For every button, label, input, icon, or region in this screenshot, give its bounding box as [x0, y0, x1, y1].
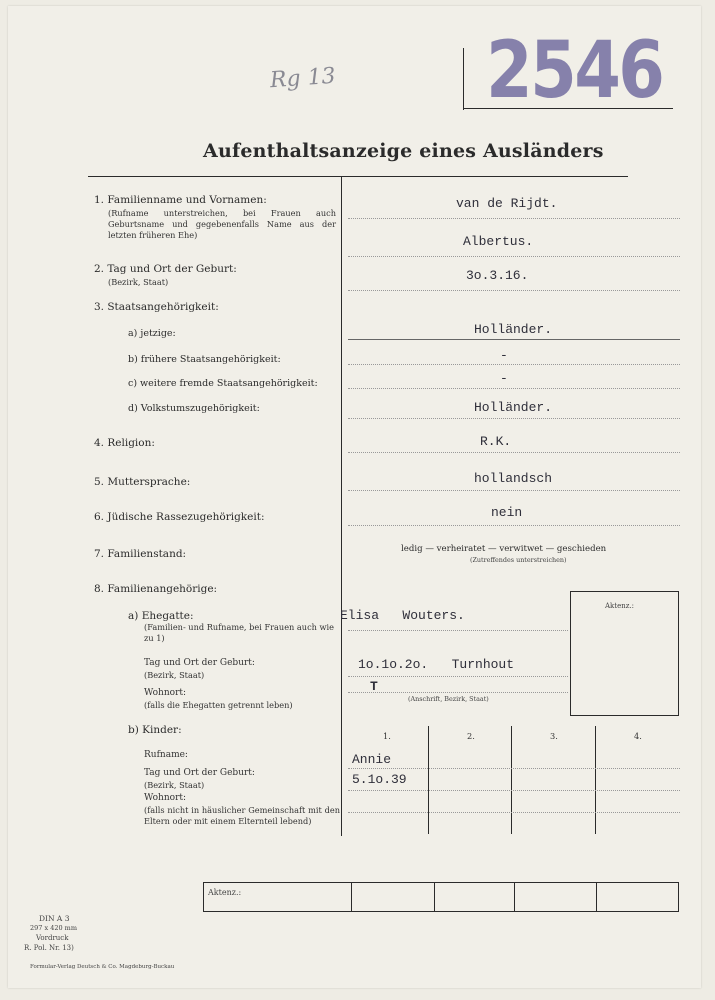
birth-value: 3o.3.16.	[466, 268, 529, 283]
citizenship-ethnic-line	[348, 418, 680, 419]
publisher-imprint: Formular-Verlag Deutsch & Co. Magdeburg-Buckau	[30, 964, 175, 970]
citizenship-ethnic-label: d) Volkstumszugehörigkeit:	[128, 403, 260, 414]
family-label: 8. Familienangehörige:	[94, 583, 218, 595]
child-name-line	[348, 768, 680, 769]
citizenship-label: 3. Staatsangehörigkeit:	[94, 301, 219, 313]
jewish-value: nein	[491, 505, 523, 520]
mother-tongue-value: hollandsch	[474, 471, 553, 486]
name-label: 1. Familienname und Vornamen:	[94, 194, 267, 206]
child-col-divider-2	[511, 726, 512, 834]
citizenship-former-label: b) frühere Staatsangehörigkeit:	[128, 354, 281, 365]
footer-divider-3	[514, 882, 515, 912]
citizenship-other-value: -	[500, 371, 508, 386]
citizenship-current-rule	[348, 339, 680, 340]
religion-label: 4. Religion:	[94, 437, 155, 449]
name-hint: (Rufname unterstreichen, bei Frauen auch Geburtsname und gegebenenfalls Name aus der letzten früheren Ehe)	[108, 208, 336, 240]
child-col-4-head: 4.	[634, 731, 642, 741]
children-label: b) Kinder:	[128, 724, 182, 736]
marital-label: 7. Familienstand:	[94, 548, 187, 560]
spouse-hint: (Familien- und Rufname, bei Frauen auch wie zu 1)	[144, 622, 334, 643]
citizenship-former-line	[348, 364, 680, 365]
spouse-residence-line	[348, 692, 568, 693]
surname-value: van de Rijdt.	[456, 196, 558, 211]
mother-tongue-line	[348, 490, 680, 491]
firstname-value: Albertus.	[463, 234, 534, 249]
footer-aktenz-row	[203, 882, 679, 912]
footer-divider-4	[596, 882, 597, 912]
jewish-label: 6. Jüdische Rassezugehörigkeit:	[94, 511, 265, 523]
citizenship-ethnic-value: Holländer.	[474, 400, 553, 415]
birth-line	[348, 290, 680, 291]
spouse-birth-value: 1o.1o.2o. Turnhout	[358, 657, 515, 672]
child1-birth: 5.1o.39	[352, 772, 407, 787]
spouse-residence-hint: (falls die Ehegatten getrennt leben)	[144, 700, 293, 710]
jewish-line	[348, 525, 680, 526]
child-col-1-head: 1.	[383, 731, 391, 741]
marital-hint: (Zutreffendes unterstreichen)	[470, 556, 567, 564]
spouse-label: a) Ehegatte:	[128, 610, 194, 622]
din-line-4: R. Pol. Nr. 13)	[24, 944, 74, 952]
aktenz-box-label: Aktenz.:	[605, 602, 635, 610]
child-col-divider-1	[428, 726, 429, 834]
column-divider	[341, 176, 342, 836]
child-birth-label: Tag und Ort der Geburt:	[144, 768, 255, 778]
din-line-2: 297 x 420 mm	[30, 924, 78, 932]
handwritten-note: Rg 13	[269, 63, 337, 94]
birth-hint: (Bezirk, Staat)	[108, 277, 169, 287]
din-line-3: Vordruck	[36, 934, 69, 942]
spouse-birth-label: Tag und Ort der Geburt:	[144, 658, 255, 668]
footer-divider-2	[434, 882, 435, 912]
birth-label: 2. Tag und Ort der Geburt:	[94, 263, 237, 275]
footer-aktenz-label: Aktenz.:	[208, 888, 242, 897]
corner-line-vertical	[463, 48, 464, 110]
child-birth-line	[348, 790, 680, 791]
spouse-residence-label: Wohnort:	[144, 688, 187, 698]
child-birth-hint: (Bezirk, Staat)	[144, 780, 205, 790]
child-name-label: Rufname:	[144, 750, 188, 760]
address-hint: (Anschrift, Bezirk, Staat)	[408, 695, 489, 703]
spouse-birth-hint: (Bezirk, Staat)	[144, 670, 205, 680]
firstname-line	[348, 256, 680, 257]
child-residence-label: Wohnort:	[144, 793, 187, 803]
spouse-residence-value: T	[370, 679, 378, 694]
citizenship-other-label: c) weitere fremde Staatsangehörigkeit:	[128, 378, 318, 389]
religion-value: R.K.	[480, 434, 512, 449]
citizenship-current-label: a) jetzige:	[128, 328, 176, 339]
child-residence-hint: (falls nicht in häuslicher Gemeinschaft mit den Eltern oder mit einem Elternteil lebend)	[144, 805, 340, 826]
citizenship-former-value: -	[500, 348, 508, 363]
child-col-3-head: 3.	[550, 731, 558, 741]
stamp-number: 2546	[486, 26, 663, 116]
din-line-1: DIN A 3	[39, 914, 70, 923]
child1-name: Annie	[352, 752, 392, 767]
surname-line	[348, 218, 680, 219]
religion-line	[348, 452, 680, 453]
spouse-line	[348, 630, 568, 631]
citizenship-current-value: Holländer.	[474, 322, 553, 337]
footer-divider-1	[351, 882, 352, 912]
form-title: Aufenthaltsanzeige eines Ausländers	[203, 140, 604, 162]
marital-options: ledig — verheiratet — verwitwet — geschieden	[401, 544, 607, 554]
child-col-2-head: 2.	[467, 731, 475, 741]
title-rule	[88, 176, 628, 177]
form-sheet	[8, 6, 701, 988]
mother-tongue-label: 5. Muttersprache:	[94, 476, 191, 488]
spouse-value: Elisa Wouters.	[340, 608, 465, 623]
spouse-birth-line	[348, 676, 568, 677]
citizenship-other-line	[348, 388, 680, 389]
child-col-divider-3	[595, 726, 596, 834]
child-residence-line	[348, 812, 680, 813]
